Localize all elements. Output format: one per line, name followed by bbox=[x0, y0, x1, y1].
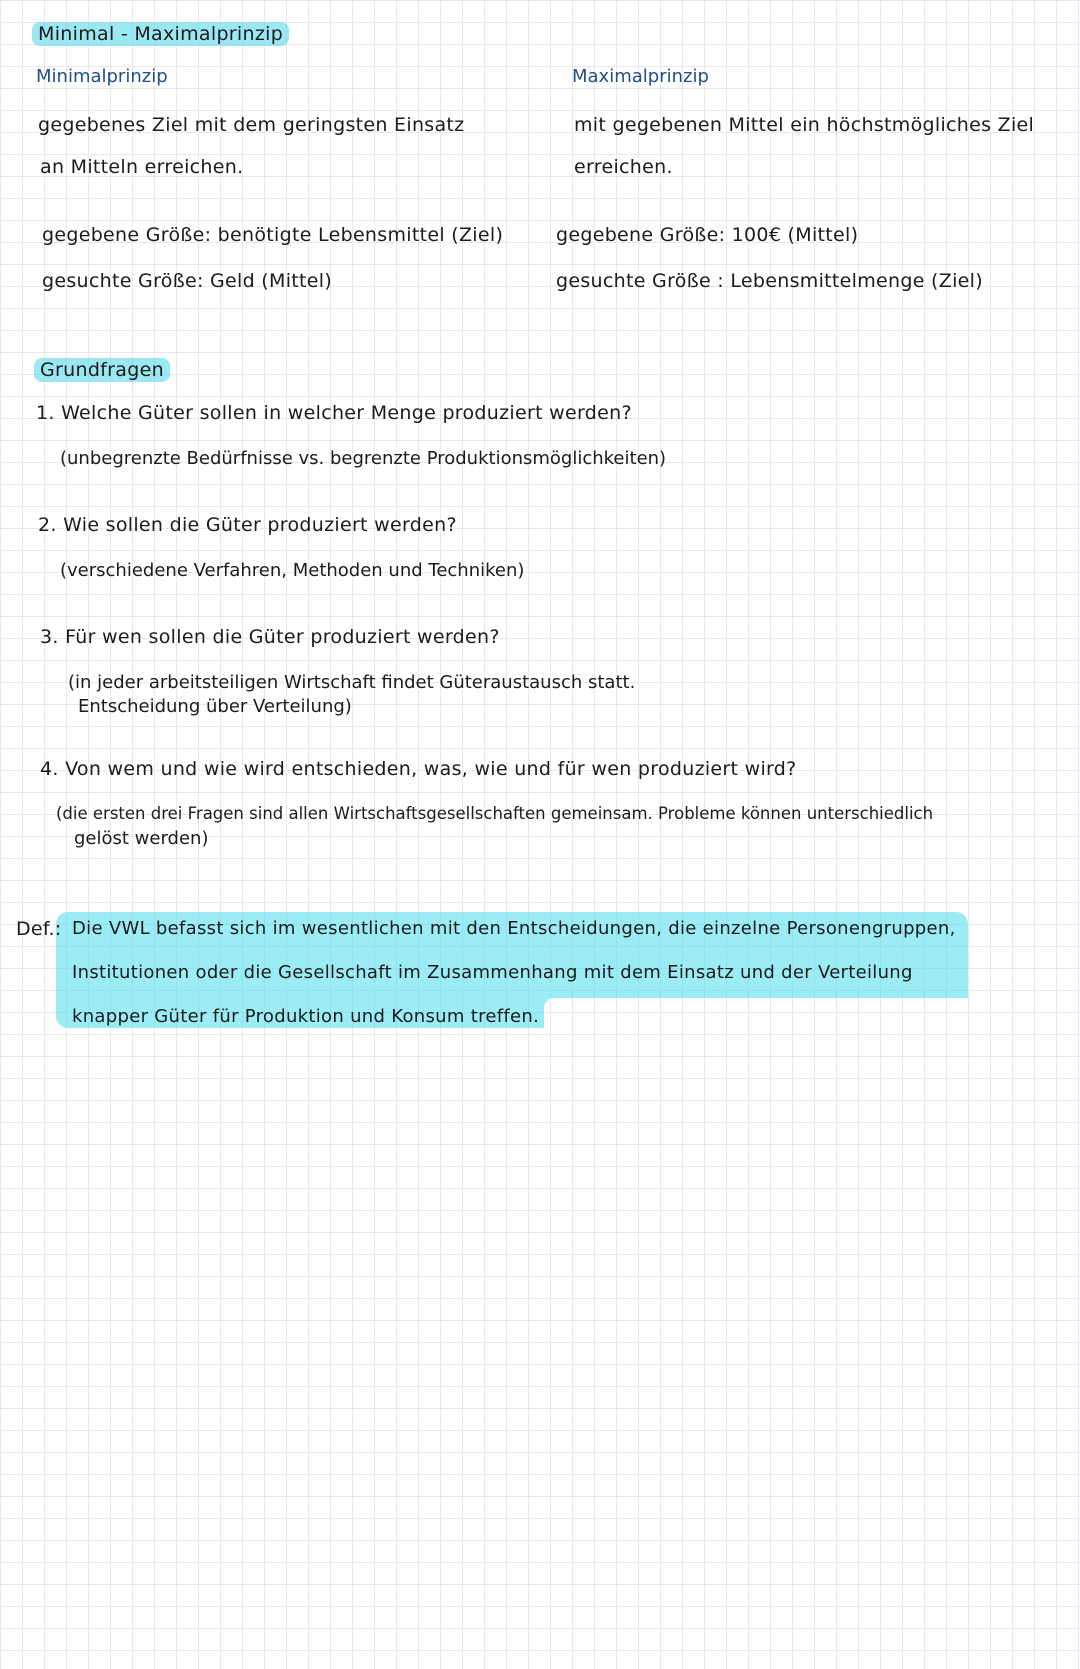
page-title: Minimal - Maximalprinzip bbox=[32, 22, 289, 46]
question-1: 1. Welche Güter sollen in welcher Menge produziert werden? bbox=[36, 402, 632, 424]
maximal-heading: Maximalprinzip bbox=[572, 66, 709, 87]
question-4: 4. Von wem und wie wird entschieden, was, wie und für wen produziert wird? bbox=[40, 758, 797, 780]
minimal-line-2: an Mitteln erreichen. bbox=[40, 156, 244, 178]
question-2-note: (verschiedene Verfahren, Methoden und Techniken) bbox=[60, 560, 525, 581]
question-3-note-2: Entscheidung über Verteilung) bbox=[78, 696, 352, 717]
question-2: 2. Wie sollen die Güter produziert werden? bbox=[38, 514, 457, 536]
maximal-line-2: erreichen. bbox=[574, 156, 673, 178]
maximal-line-1: mit gegebenen Mittel ein höchstmögliches Ziel bbox=[574, 114, 1035, 136]
definition-line-2: Institutionen oder die Gesellschaft im Zusammenhang mit dem Einsatz und der Verteilung bbox=[72, 962, 913, 983]
question-1-note: (unbegrenzte Bedürfnisse vs. begrenzte Produktionsmöglichkeiten) bbox=[60, 448, 667, 469]
minimal-sought: gesuchte Größe: Geld (Mittel) bbox=[42, 270, 333, 292]
maximal-sought: gesuchte Größe : Lebensmittelmenge (Ziel) bbox=[556, 270, 983, 292]
question-3-note-1: (in jeder arbeitsteiligen Wirtschaft findet Güteraustausch statt. bbox=[68, 672, 636, 693]
question-4-note-2: gelöst werden) bbox=[74, 828, 209, 849]
definition-line-3: knapper Güter für Produktion und Konsum treffen. bbox=[72, 1006, 540, 1027]
question-3: 3. Für wen sollen die Güter produziert werden? bbox=[40, 626, 500, 648]
definition-line-1: Die VWL befasst sich im wesentlichen mit den Entscheidungen, die einzelne Personengruppen, bbox=[72, 918, 956, 939]
grundfragen-heading: Grundfragen bbox=[34, 358, 170, 382]
definition-highlight-edge bbox=[544, 998, 968, 1030]
question-4-note-1: (die ersten drei Fragen sind allen Wirtschaftsgesellschaften gemeinsam. Probleme können unterschiedlich bbox=[56, 804, 934, 823]
minimal-line-1: gegebenes Ziel mit dem geringsten Einsatz bbox=[38, 114, 465, 136]
maximal-given: gegebene Größe: 100€ (Mittel) bbox=[556, 224, 859, 246]
definition-label: Def.: bbox=[16, 918, 62, 940]
minimal-given: gegebene Größe: benötigte Lebensmittel (Ziel) bbox=[42, 224, 504, 246]
minimal-heading: Minimalprinzip bbox=[36, 66, 168, 87]
